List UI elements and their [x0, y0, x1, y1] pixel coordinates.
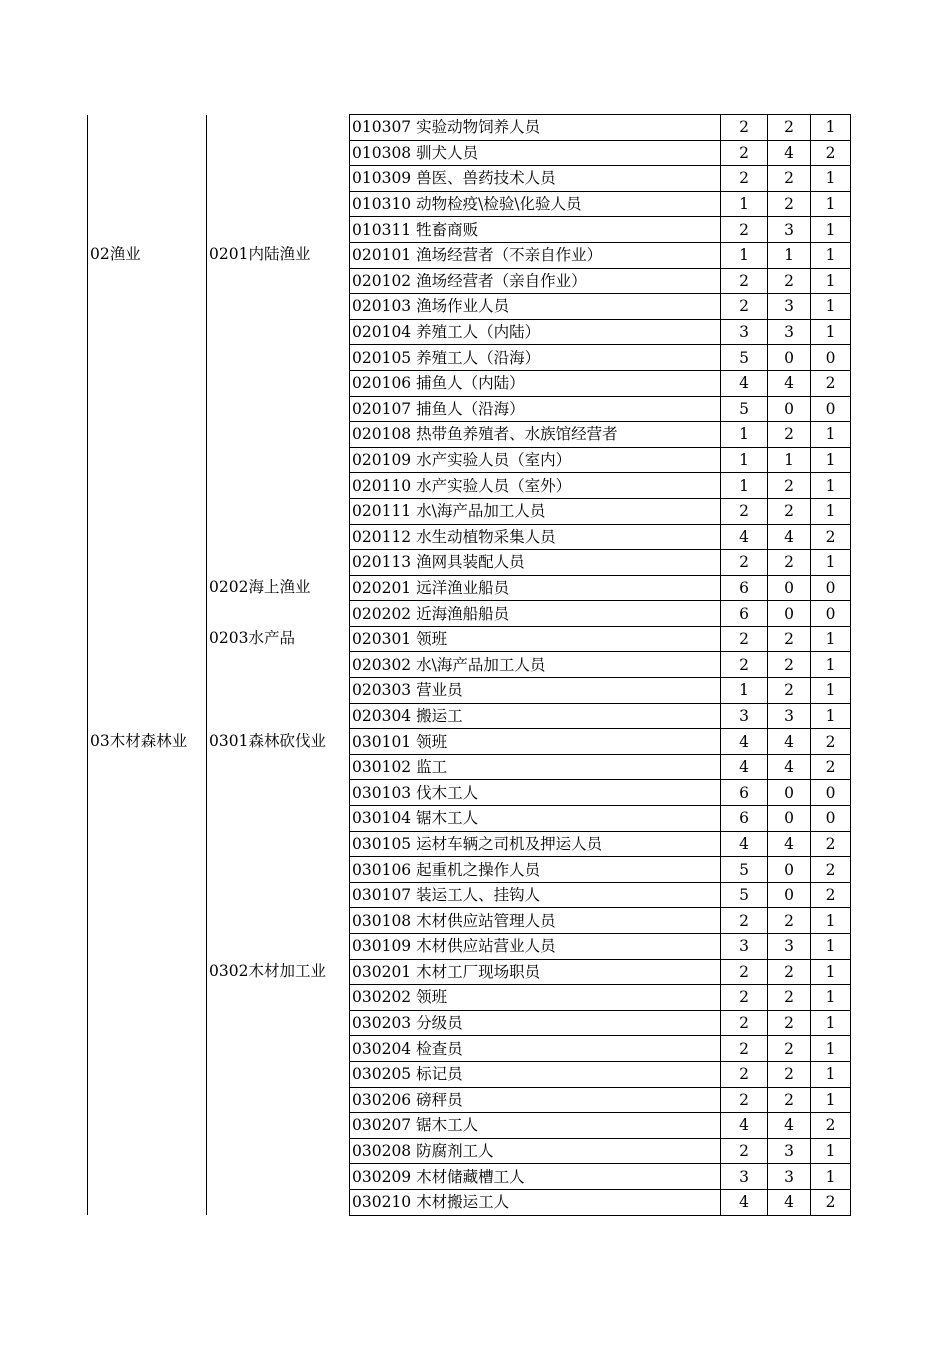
occupation-cell: 030206 磅秤员: [350, 1087, 721, 1113]
medical-class-cell: 4: [768, 729, 811, 755]
occupation-cell: 030209 木材储藏槽工人: [350, 1164, 721, 1190]
risk-level-cell: 3: [721, 934, 768, 960]
risk-level-cell: 3: [721, 319, 768, 345]
occupation-cell: 020109 水产实验人员（室内）: [350, 447, 721, 473]
accident-class-cell: 1: [811, 1138, 851, 1164]
medical-class-cell: 0: [768, 575, 811, 601]
medical-class-cell: 3: [768, 1164, 811, 1190]
occupation-cell: 020111 水\海产品加工人员: [350, 498, 721, 524]
medical-class-cell: 2: [768, 268, 811, 294]
occupation-cell: 030106 起重机之操作人员: [350, 857, 721, 883]
medical-class-cell: 2: [768, 473, 811, 499]
medical-class-cell: 2: [768, 959, 811, 985]
accident-class-cell: 1: [811, 626, 851, 652]
occupation-cell: 010310 动物检疫\检验\化验人员: [350, 191, 721, 217]
accident-class-cell: 0: [811, 601, 851, 627]
medical-class-cell: 0: [768, 780, 811, 806]
accident-class-cell: 1: [811, 319, 851, 345]
major-category-cell: 03木材森林业: [88, 729, 207, 1215]
major-category-cell: 02渔业: [88, 242, 207, 728]
risk-level-cell: 2: [721, 908, 768, 934]
accident-class-cell: 1: [811, 447, 851, 473]
medical-class-cell: 0: [768, 345, 811, 371]
medical-class-cell: 2: [768, 1087, 811, 1113]
medical-class-cell: 3: [768, 703, 811, 729]
occupation-cell: 020304 搬运工: [350, 703, 721, 729]
risk-level-cell: 2: [721, 294, 768, 320]
medical-class-cell: 2: [768, 422, 811, 448]
occupation-cell: 020101 渔场经营者（不亲自作业）: [350, 242, 721, 268]
medical-class-cell: 2: [768, 191, 811, 217]
occupation-cell: 030109 木材供应站营业人员: [350, 934, 721, 960]
medical-class-cell: 2: [768, 652, 811, 678]
risk-level-cell: 4: [721, 1189, 768, 1215]
accident-class-cell: 1: [811, 550, 851, 576]
medical-class-cell: 2: [768, 908, 811, 934]
accident-class-cell: 1: [811, 191, 851, 217]
risk-level-cell: 1: [721, 447, 768, 473]
occupation-cell: 030208 防腐剂工人: [350, 1138, 721, 1164]
occupation-cell: 020112 水生动植物采集人员: [350, 524, 721, 550]
risk-level-cell: 6: [721, 575, 768, 601]
medical-class-cell: 3: [768, 319, 811, 345]
occupation-cell: 020301 领班: [350, 626, 721, 652]
accident-class-cell: 0: [811, 780, 851, 806]
risk-level-cell: 6: [721, 780, 768, 806]
medical-class-cell: 2: [768, 550, 811, 576]
accident-class-cell: 0: [811, 806, 851, 832]
accident-class-cell: 1: [811, 1036, 851, 1062]
medical-class-cell: 4: [768, 754, 811, 780]
medical-class-cell: 1: [768, 447, 811, 473]
accident-class-cell: 0: [811, 575, 851, 601]
accident-class-cell: 1: [811, 473, 851, 499]
occupation-cell: 030103 伐木工人: [350, 780, 721, 806]
accident-class-cell: 1: [811, 1087, 851, 1113]
minor-category-cell: 0301森林砍伐业: [207, 729, 350, 959]
medical-class-cell: 1: [768, 242, 811, 268]
risk-level-cell: 4: [721, 370, 768, 396]
medical-class-cell: 4: [768, 1189, 811, 1215]
occupation-cell: 020113 渔网具装配人员: [350, 550, 721, 576]
medical-class-cell: 2: [768, 1010, 811, 1036]
risk-level-cell: 1: [721, 678, 768, 704]
medical-class-cell: 3: [768, 934, 811, 960]
occupation-cell: 030102 监工: [350, 754, 721, 780]
occupation-cell: 030201 木材工厂现场职员: [350, 959, 721, 985]
accident-class-cell: 2: [811, 857, 851, 883]
accident-class-cell: 1: [811, 242, 851, 268]
risk-level-cell: 2: [721, 1087, 768, 1113]
occupation-cell: 030107 装运工人、挂钩人: [350, 882, 721, 908]
accident-class-cell: 1: [811, 1010, 851, 1036]
accident-class-cell: 0: [811, 396, 851, 422]
risk-level-cell: 2: [721, 652, 768, 678]
occupation-cell: 020302 水\海产品加工人员: [350, 652, 721, 678]
occupation-cell: 010309 兽医、兽药技术人员: [350, 166, 721, 192]
risk-level-cell: 2: [721, 166, 768, 192]
risk-level-cell: 2: [721, 498, 768, 524]
medical-class-cell: 2: [768, 626, 811, 652]
minor-category-cell: [207, 115, 350, 243]
occupation-cell: 030108 木材供应站管理人员: [350, 908, 721, 934]
accident-class-cell: 1: [811, 908, 851, 934]
occupation-cell: 020202 近海渔船船员: [350, 601, 721, 627]
occupation-cell: 030203 分级员: [350, 1010, 721, 1036]
risk-level-cell: 2: [721, 1010, 768, 1036]
medical-class-cell: 0: [768, 601, 811, 627]
medical-class-cell: 2: [768, 1061, 811, 1087]
accident-class-cell: 2: [811, 754, 851, 780]
minor-category-cell: 0302木材加工业: [207, 959, 350, 1215]
risk-level-cell: 5: [721, 857, 768, 883]
accident-class-cell: 2: [811, 524, 851, 550]
occupation-cell: 020106 捕鱼人（内陆）: [350, 370, 721, 396]
minor-category-cell: 0201内陆渔业: [207, 242, 350, 575]
occupation-risk-table: [87, 114, 851, 1216]
medical-class-cell: 2: [768, 115, 811, 141]
medical-class-cell: 0: [768, 882, 811, 908]
accident-class-cell: 1: [811, 678, 851, 704]
occupation-cell: 030207 锯木工人: [350, 1113, 721, 1139]
table-body: [88, 115, 851, 1216]
medical-class-cell: 4: [768, 370, 811, 396]
accident-class-cell: 0: [811, 345, 851, 371]
accident-class-cell: 2: [811, 140, 851, 166]
accident-class-cell: 1: [811, 1061, 851, 1087]
occupation-cell: 010307 实验动物饲养人员: [350, 115, 721, 141]
accident-class-cell: 1: [811, 703, 851, 729]
occupation-cell: 020102 渔场经营者（亲自作业）: [350, 268, 721, 294]
risk-level-cell: 1: [721, 191, 768, 217]
risk-level-cell: 1: [721, 422, 768, 448]
occupation-cell: 020201 远洋渔业船员: [350, 575, 721, 601]
minor-category-cell: 0202海上渔业: [207, 575, 350, 626]
accident-class-cell: 1: [811, 294, 851, 320]
accident-class-cell: 1: [811, 1164, 851, 1190]
accident-class-cell: 1: [811, 652, 851, 678]
medical-class-cell: 4: [768, 524, 811, 550]
risk-level-cell: 2: [721, 626, 768, 652]
medical-class-cell: 2: [768, 166, 811, 192]
risk-level-cell: 4: [721, 1113, 768, 1139]
accident-class-cell: 2: [811, 1189, 851, 1215]
risk-level-cell: 2: [721, 140, 768, 166]
medical-class-cell: 4: [768, 140, 811, 166]
accident-class-cell: 1: [811, 934, 851, 960]
risk-level-cell: 4: [721, 831, 768, 857]
risk-level-cell: 4: [721, 729, 768, 755]
medical-class-cell: 3: [768, 217, 811, 243]
occupation-cell: 030105 运材车辆之司机及押运人员: [350, 831, 721, 857]
occupation-cell: 030104 锯木工人: [350, 806, 721, 832]
accident-class-cell: 2: [811, 370, 851, 396]
risk-level-cell: 2: [721, 1036, 768, 1062]
accident-class-cell: 1: [811, 268, 851, 294]
occupation-cell: 020104 养殖工人（内陆）: [350, 319, 721, 345]
accident-class-cell: 2: [811, 882, 851, 908]
risk-level-cell: 2: [721, 1138, 768, 1164]
risk-level-cell: 2: [721, 268, 768, 294]
medical-class-cell: 2: [768, 1036, 811, 1062]
accident-class-cell: 2: [811, 831, 851, 857]
risk-level-cell: 5: [721, 396, 768, 422]
risk-level-cell: 6: [721, 601, 768, 627]
risk-level-cell: 3: [721, 1164, 768, 1190]
risk-level-cell: 4: [721, 524, 768, 550]
risk-level-cell: 3: [721, 703, 768, 729]
accident-class-cell: 2: [811, 1113, 851, 1139]
risk-level-cell: 2: [721, 550, 768, 576]
medical-class-cell: 2: [768, 678, 811, 704]
occupation-cell: 020103 渔场作业人员: [350, 294, 721, 320]
accident-class-cell: 1: [811, 498, 851, 524]
occupation-cell: 020107 捕鱼人（沿海）: [350, 396, 721, 422]
accident-class-cell: 1: [811, 959, 851, 985]
occupation-cell: 030204 检查员: [350, 1036, 721, 1062]
table-row: [88, 115, 851, 141]
occupation-cell: 010311 牲畜商贩: [350, 217, 721, 243]
minor-category-cell: 0203水产品: [207, 626, 350, 728]
occupation-cell: 020303 营业员: [350, 678, 721, 704]
occupation-cell: 020110 水产实验人员（室外）: [350, 473, 721, 499]
occupation-cell: 030202 领班: [350, 985, 721, 1011]
medical-class-cell: 4: [768, 831, 811, 857]
accident-class-cell: 2: [811, 729, 851, 755]
occupation-cell: 030205 标记员: [350, 1061, 721, 1087]
table-row: [88, 242, 851, 268]
risk-level-cell: 2: [721, 1061, 768, 1087]
risk-level-cell: 2: [721, 959, 768, 985]
medical-class-cell: 2: [768, 985, 811, 1011]
medical-class-cell: 4: [768, 1113, 811, 1139]
medical-class-cell: 3: [768, 1138, 811, 1164]
occupation-cell: 020105 养殖工人（沿海）: [350, 345, 721, 371]
risk-level-cell: 5: [721, 345, 768, 371]
accident-class-cell: 1: [811, 166, 851, 192]
medical-class-cell: 0: [768, 806, 811, 832]
risk-level-cell: 2: [721, 217, 768, 243]
accident-class-cell: 1: [811, 985, 851, 1011]
medical-class-cell: 3: [768, 294, 811, 320]
major-category-cell: [88, 115, 207, 243]
occupation-cell: 020108 热带鱼养殖者、水族馆经营者: [350, 422, 721, 448]
risk-level-cell: 2: [721, 985, 768, 1011]
medical-class-cell: 2: [768, 498, 811, 524]
medical-class-cell: 0: [768, 396, 811, 422]
table-row: [88, 729, 851, 755]
occupation-cell: 010308 驯犬人员: [350, 140, 721, 166]
accident-class-cell: 1: [811, 422, 851, 448]
risk-level-cell: 1: [721, 242, 768, 268]
occupation-cell: 030210 木材搬运工人: [350, 1189, 721, 1215]
medical-class-cell: 0: [768, 857, 811, 883]
risk-level-cell: 6: [721, 806, 768, 832]
risk-level-cell: 2: [721, 115, 768, 141]
accident-class-cell: 1: [811, 217, 851, 243]
risk-level-cell: 5: [721, 882, 768, 908]
accident-class-cell: 1: [811, 115, 851, 141]
occupation-cell: 030101 领班: [350, 729, 721, 755]
risk-level-cell: 4: [721, 754, 768, 780]
risk-level-cell: 1: [721, 473, 768, 499]
